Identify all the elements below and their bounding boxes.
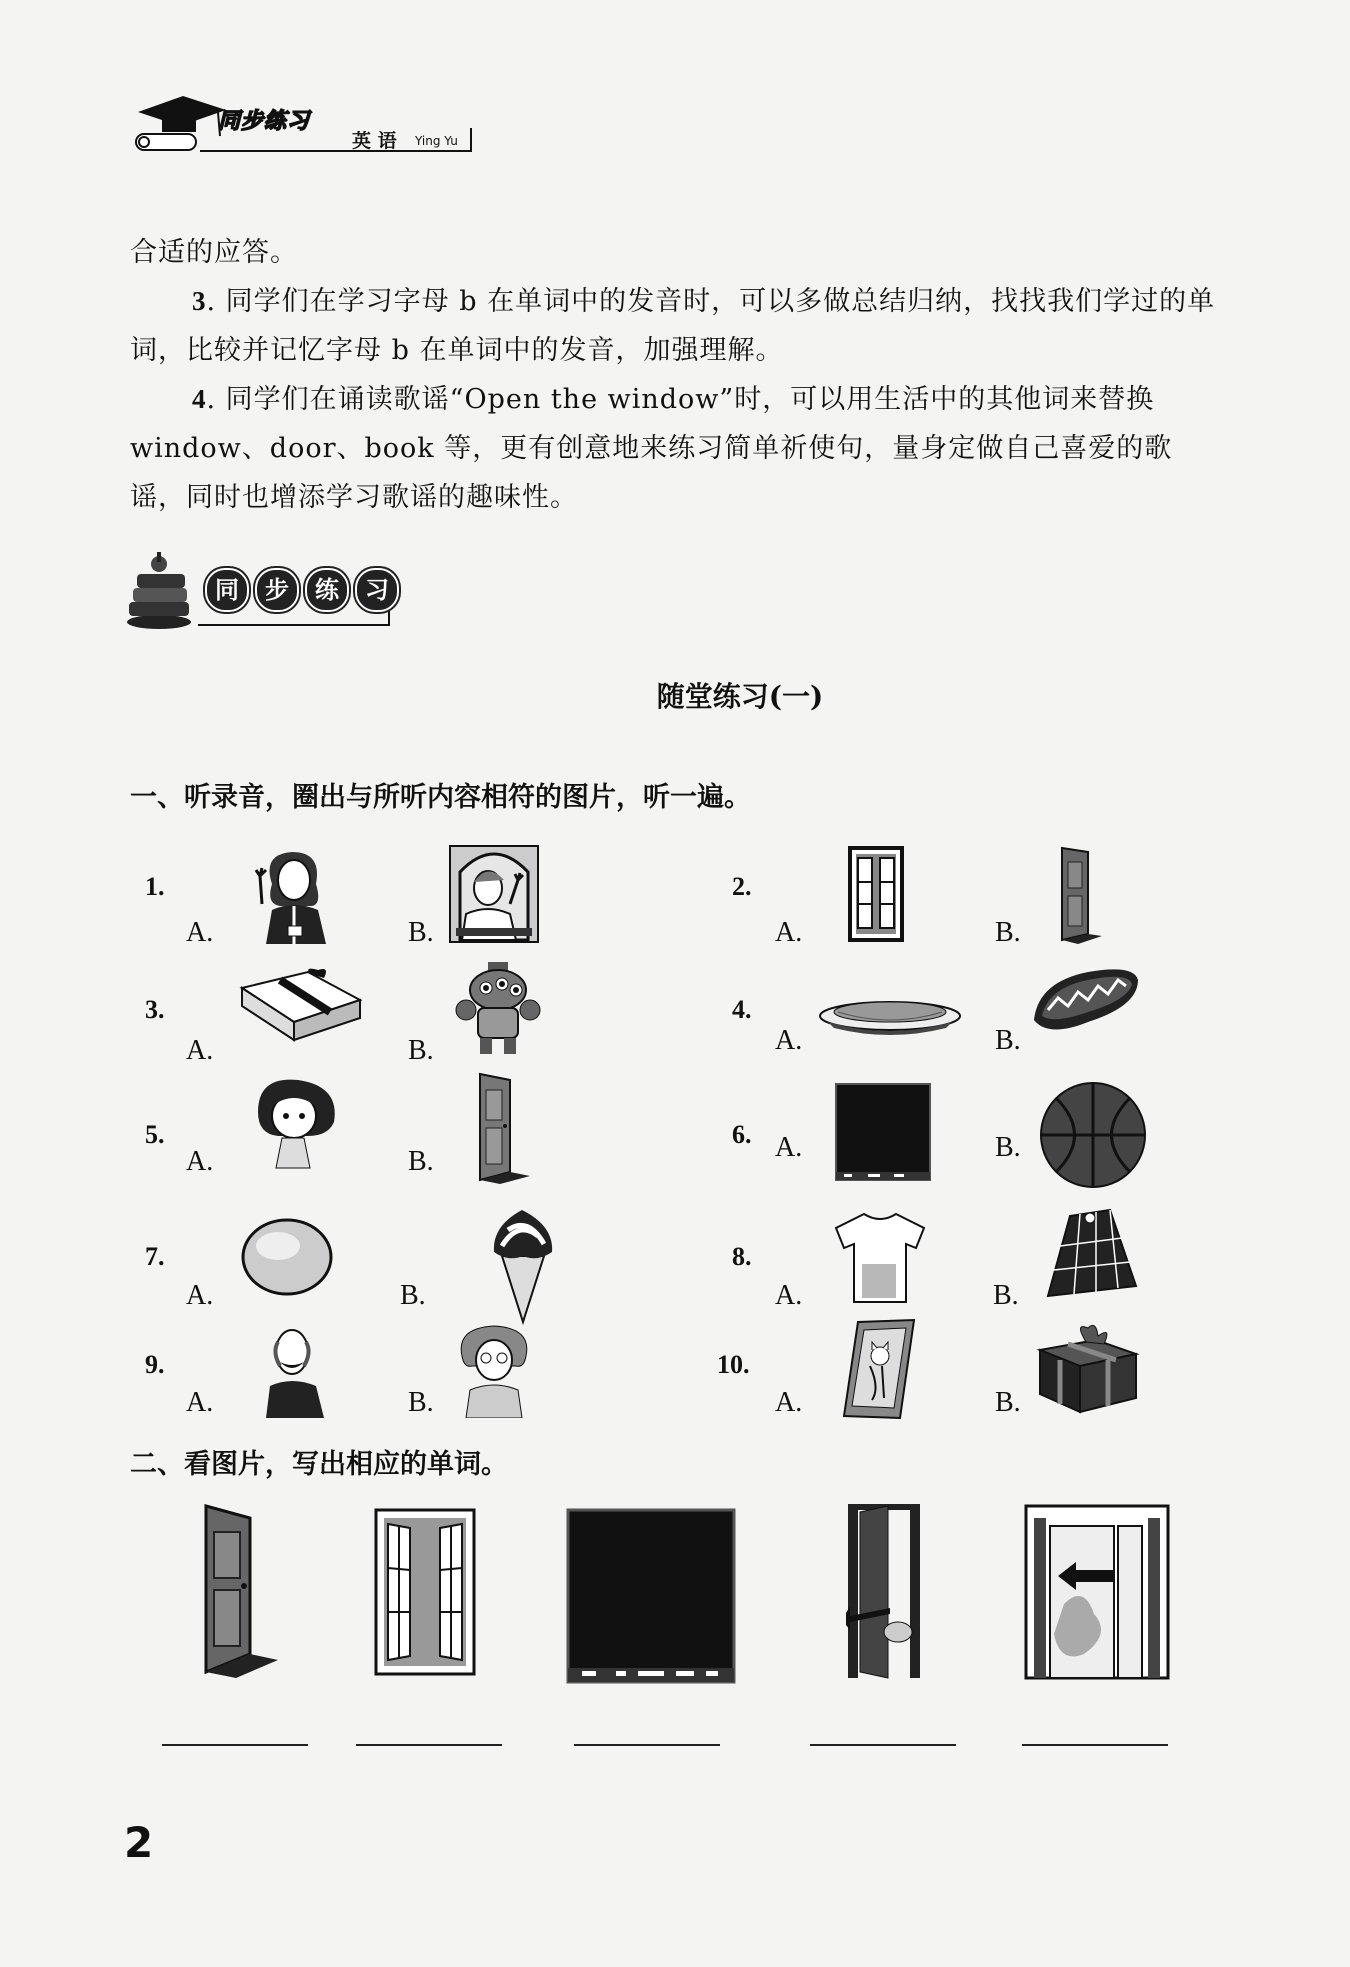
answer-blank[interactable] (356, 1742, 502, 1746)
badge-char: 步 (255, 568, 299, 612)
door-picture (474, 1070, 534, 1186)
option-a-label: A. (186, 1387, 214, 1418)
old-woman-picture (454, 1322, 534, 1418)
subject-label: 英 语 (352, 130, 397, 152)
man-at-window-picture (448, 844, 540, 944)
item-number: 10. (717, 1350, 750, 1379)
option-a-label: A. (186, 1035, 214, 1066)
window-picture (374, 1508, 476, 1676)
option-b-label: B. (408, 1035, 434, 1066)
old-man-picture (262, 1322, 328, 1418)
item-number: 4. (732, 995, 752, 1024)
option-b-label: B. (408, 1146, 434, 1177)
tip-3 (130, 277, 1220, 375)
series-logo: 同步练习 (218, 109, 311, 134)
option-b-label: B. (993, 1280, 1019, 1311)
header-underline (200, 150, 472, 152)
option-a-label: A. (775, 1280, 803, 1311)
item-number: 7. (145, 1242, 165, 1271)
badge-char: 习 (355, 568, 399, 612)
tip-4 (130, 375, 1220, 522)
option-b-label: B. (995, 1025, 1021, 1056)
tip-4-number: 4 (192, 384, 207, 414)
badge-char: 练 (305, 568, 349, 612)
woman-waving-picture (252, 844, 340, 944)
badge-chars (205, 568, 399, 612)
open-door-picture (846, 1502, 922, 1680)
page-title: 随堂练习(一) (656, 680, 824, 713)
part2-heading: 二、看图片，写出相应的单词。 (130, 1449, 508, 1480)
basketball-picture (1038, 1080, 1148, 1190)
door-picture (1058, 844, 1104, 944)
sliding-door-picture (1024, 1504, 1170, 1680)
item-number: 1. (145, 872, 165, 901)
pencil-box-picture (238, 966, 364, 1044)
option-b-label: B. (408, 917, 434, 948)
item-number: 5. (145, 1120, 165, 1149)
item-number: 3. (145, 995, 165, 1024)
answer-blank[interactable] (810, 1742, 956, 1746)
blackboard-picture (566, 1508, 736, 1684)
doll-picture (248, 1076, 340, 1176)
t-shirt-picture (834, 1210, 926, 1306)
tip-4-text: . 同学们在诵读歌谣“Open the window”时，可以用生活中的其他词来替换 window、door、book 等，更有创意地来练习简单祈使句，量身定做自己喜爱的歌谣，同时也增添学习歌谣的趣味性。 (130, 384, 1173, 513)
item-number: 2. (732, 872, 752, 901)
books-icon (125, 552, 195, 630)
header-rightbar (470, 128, 472, 152)
window-picture (848, 846, 904, 942)
blackboard-picture (834, 1082, 932, 1182)
answer-blank[interactable] (1022, 1742, 1168, 1746)
part1-heading: 一、听录音，圈出与所听内容相符的图片，听一遍。 (130, 782, 751, 813)
door-picture (198, 1502, 282, 1680)
intro-line0: 合适的应答。 (130, 237, 298, 268)
badge-char: 同 (205, 568, 249, 612)
tip-3-number: 3 (192, 286, 207, 316)
tip-3-text: . 同学们在学习字母 b 在单词中的发音时，可以多做总结归纳，找找我们学过的单词，比较并记忆字母 b 在单词中的发音，加强理解。 (130, 286, 1216, 366)
option-a-label: A. (186, 1146, 214, 1177)
ice-cream-picture (488, 1206, 558, 1326)
skirt-picture (1040, 1206, 1140, 1306)
option-a-label: A. (186, 1280, 214, 1311)
option-b-label: B. (408, 1387, 434, 1418)
option-a-label: A. (775, 1387, 803, 1418)
option-a-label: A. (775, 1132, 803, 1163)
item-number: 8. (732, 1242, 752, 1271)
gift-picture (1036, 1320, 1140, 1416)
subject-pinyin: Ying Yu (415, 134, 458, 148)
item-number: 6. (732, 1120, 752, 1149)
option-b-label: B. (995, 917, 1021, 948)
option-a-label: A. (775, 917, 803, 948)
item-number: 9. (145, 1350, 165, 1379)
hot-dog-picture (1028, 962, 1144, 1046)
answer-blank[interactable] (162, 1742, 308, 1746)
option-a-label: A. (186, 917, 214, 948)
egg-picture (240, 1216, 334, 1298)
pie-picture (818, 994, 962, 1038)
robot-picture (452, 960, 544, 1060)
option-b-label: B. (995, 1387, 1021, 1418)
answer-blank[interactable] (574, 1742, 720, 1746)
page-number: 2 (124, 1818, 154, 1867)
cat-book-picture (842, 1318, 916, 1422)
option-b-label: B. (995, 1132, 1021, 1163)
option-b-label: B. (400, 1280, 426, 1311)
badge-underline (198, 624, 390, 626)
option-a-label: A. (775, 1025, 803, 1056)
